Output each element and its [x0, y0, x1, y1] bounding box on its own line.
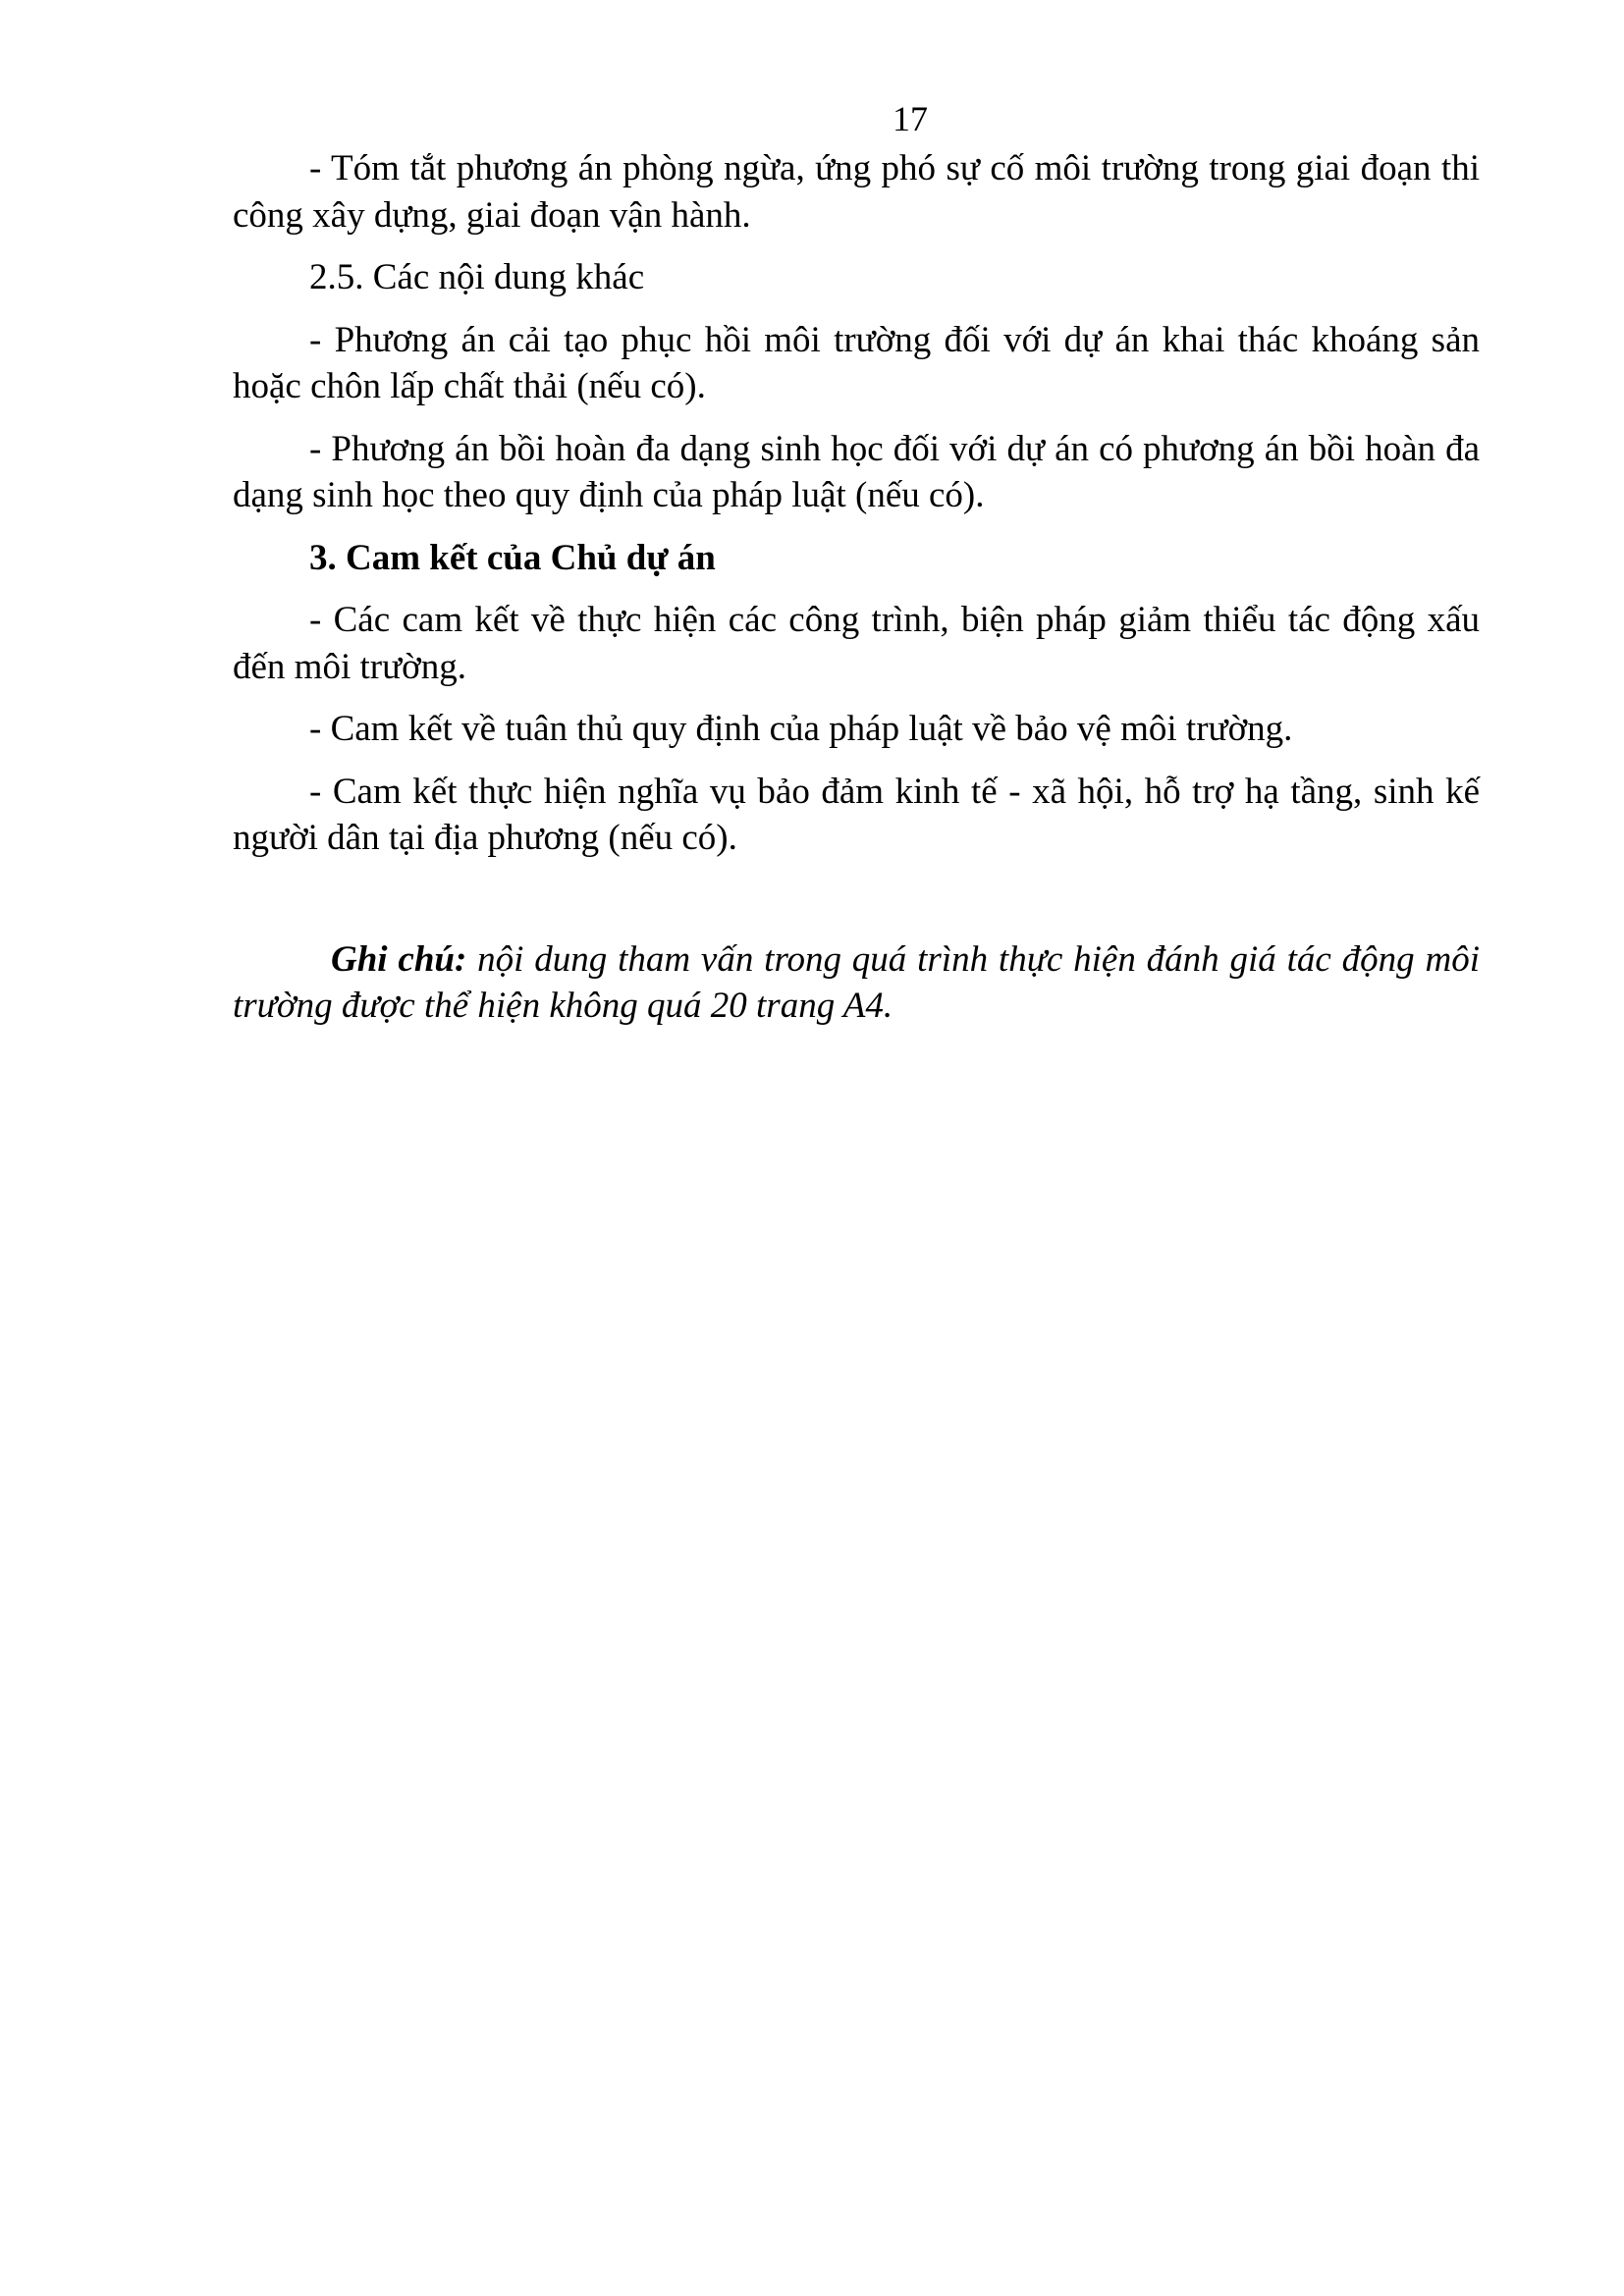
subsection-heading-2-5: 2.5. Các nội dung khác [309, 257, 645, 297]
paragraph-biodiversity-offset: - Phương án bồi hoàn đa dạng sinh học đối với dự án có phương án bồi hoàn đa dạng sinh học theo quy định của pháp luật (nếu có). [233, 428, 1480, 515]
page-number: 17 [893, 99, 928, 138]
commitment-item: - Cam kết về tuân thủ quy định của pháp luật về bảo vệ môi trường. [309, 709, 1293, 749]
note-text: nội dung tham vấn trong quá trình thực hiện đánh giá tác động môi trường được thể hiện không quá 20 trang A4. [233, 938, 1480, 1026]
paragraph-emergency-response: - Tóm tắt phương án phòng ngừa, ứng phó sự cố môi trường trong giai đoạn thi công xây dựng, giai đoạn vận hành. [233, 148, 1480, 236]
commitment-item: - Các cam kết về thực hiện các công trình, biện pháp giảm thiểu tác động xấu đến môi trường. [233, 600, 1480, 687]
document-page [233, 94, 1480, 1030]
paragraph-restoration-plan: - Phương án cải tạo phục hồi môi trường đối với dự án khai thác khoáng sản hoặc chôn lấp chất thải (nếu có). [233, 319, 1480, 406]
section-heading-3: 3. Cam kết của Chủ dự án [309, 537, 716, 578]
note-paragraph [233, 936, 1480, 1030]
commitment-item: - Cam kết thực hiện nghĩa vụ bảo đảm kinh tế - xã hội, hỗ trợ hạ tầng, sinh kế người dân tại địa phương (nếu có). [233, 771, 1480, 858]
note-label: Ghi chú: [331, 938, 467, 980]
